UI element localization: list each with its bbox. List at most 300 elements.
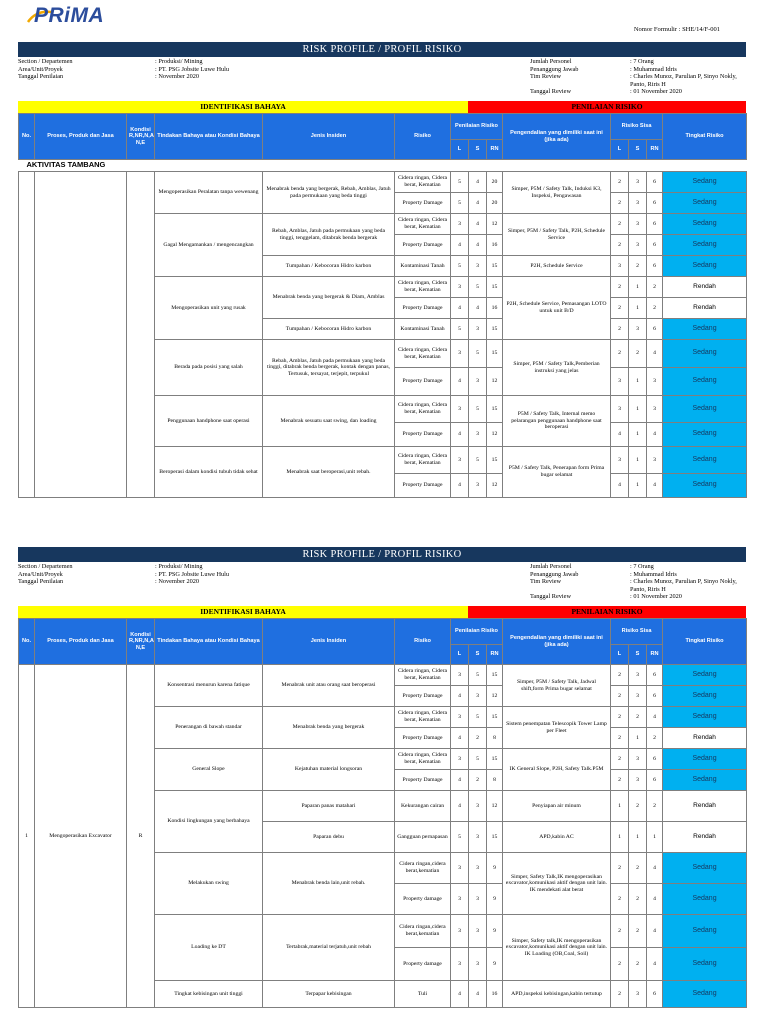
cell-l: 4 — [451, 686, 469, 707]
cell-tingkat-risiko: Sedang — [663, 853, 747, 884]
header-s: S — [629, 645, 647, 665]
cell-rn: 15 — [487, 707, 503, 728]
cell-tingkat-risiko: Sedang — [663, 884, 747, 915]
cell-rn-sisa: 4 — [647, 853, 663, 884]
cell-tindakan: Tingkat kebisingan unit tinggi — [155, 981, 263, 1008]
cell-risiko: Property Damage — [395, 728, 451, 749]
cell-tingkat-risiko: Sedang — [663, 193, 747, 214]
meta-value: : 01 November 2020 — [630, 593, 682, 601]
cell-s-sisa: 1 — [629, 822, 647, 853]
meta-label: Tim Review — [530, 73, 562, 81]
cell-tingkat-risiko: Sedang — [663, 707, 747, 728]
header-jenis-insiden: Jenis Insiden — [263, 114, 395, 160]
cell-rn: 15 — [487, 256, 503, 277]
header-tingkat-risiko: Tingkat Risiko — [663, 619, 747, 665]
cell-l: 3 — [451, 340, 469, 368]
section-bands — [18, 606, 746, 618]
cell-l: 4 — [451, 791, 469, 822]
cell-l: 5 — [451, 256, 469, 277]
cell-l: 3 — [451, 884, 469, 915]
cell-tingkat-risiko: Sedang — [663, 256, 747, 277]
cell-tindakan: Mengoperasikan Peralatan tanpa wewenang — [155, 172, 263, 214]
cell-risiko: Cidera ringan,cidera berat,kematian — [395, 915, 451, 948]
cell-rn: 9 — [487, 853, 503, 884]
cell-rn: 8 — [487, 770, 503, 791]
cell-tingkat-risiko: Sedang — [663, 423, 747, 447]
header-rn: RN — [647, 645, 663, 665]
cell-l-sisa: 3 — [611, 447, 629, 474]
header-proses: Proses, Produk dan Jasa — [35, 619, 127, 665]
cell-s: 4 — [469, 298, 487, 319]
meta-label: Section / Departemen — [18, 58, 73, 65]
cell-s-sisa: 3 — [629, 235, 647, 256]
cell-rn: 20 — [487, 193, 503, 214]
cell-risiko: Cidera ringan, Cidera berat, Kematian — [395, 214, 451, 235]
meta-label: Tanggal Penilaian — [18, 73, 64, 81]
meta-value: : November 2020 — [155, 578, 200, 586]
cell-s-sisa: 1 — [629, 277, 647, 298]
cell-risiko: Cidera ringan, Cidera berat, Kematian — [395, 396, 451, 423]
cell-tindakan: Gagal Mengamankan / mengencangkan — [155, 214, 263, 277]
cell-l: 5 — [451, 822, 469, 853]
cell-s-sisa: 3 — [629, 319, 647, 340]
cell-l-sisa: 2 — [611, 214, 629, 235]
cell-rn: 15 — [487, 319, 503, 340]
cell-jenis-insiden: Menabrak benda yang bergerak — [263, 707, 395, 749]
cell-tingkat-risiko: Sedang — [663, 368, 747, 396]
cell-rn-sisa: 4 — [647, 423, 663, 447]
cell-rn-sisa: 2 — [647, 728, 663, 749]
cell-l: 3 — [451, 277, 469, 298]
cell-rn-sisa: 6 — [647, 770, 663, 791]
cell-tindakan: Kondisi lingkungan yang berbahaya — [155, 791, 263, 853]
cell-rn: 9 — [487, 915, 503, 948]
meta-value: : 01 November 2020 — [630, 88, 682, 96]
cell-risiko: Property Damage — [395, 235, 451, 256]
cell-l: 3 — [451, 915, 469, 948]
table-row — [19, 665, 747, 686]
cell-s: 3 — [469, 915, 487, 948]
meta-label: Tim Review — [530, 578, 562, 586]
cell-proses — [35, 172, 127, 498]
cell-l: 3 — [451, 447, 469, 474]
cell-l-sisa: 2 — [611, 319, 629, 340]
cell-rn: 8 — [487, 728, 503, 749]
header-rn: RN — [647, 140, 663, 160]
cell-s-sisa: 2 — [629, 791, 647, 822]
cell-jenis-insiden: Menabrak benda lain,unit rebah. — [263, 853, 395, 915]
cell-jenis-insiden: Paparan debu — [263, 822, 395, 853]
section-label: AKTIVITAS TAMBANG — [19, 160, 747, 172]
cell-rn: 15 — [487, 340, 503, 368]
cell-s: 3 — [469, 423, 487, 447]
cell-l: 4 — [451, 728, 469, 749]
cell-rn: 12 — [487, 423, 503, 447]
cell-l-sisa: 2 — [611, 707, 629, 728]
cell-l-sisa: 4 — [611, 474, 629, 498]
cell-s: 3 — [469, 822, 487, 853]
header-l: L — [451, 645, 469, 665]
cell-tingkat-risiko: Sedang — [663, 686, 747, 707]
cell-pengendalian: Sistem penempatan Telescopik Tower Lamp per Fleet — [503, 707, 611, 749]
cell-l: 5 — [451, 172, 469, 193]
cell-no — [19, 172, 35, 498]
band-penilaian: PENILAIAN RISIKO — [468, 101, 746, 113]
cell-rn-sisa: 4 — [647, 474, 663, 498]
cell-s: 2 — [469, 728, 487, 749]
cell-s-sisa: 3 — [629, 749, 647, 770]
cell-risiko: Property Damage — [395, 368, 451, 396]
meta-label: Tanggal Review — [530, 593, 572, 601]
cell-s: 3 — [469, 884, 487, 915]
header-s: S — [469, 140, 487, 160]
header-kondisi: Kondisi R,NR,N,A N,E — [127, 114, 155, 160]
cell-l-sisa: 2 — [611, 686, 629, 707]
cell-l: 4 — [451, 474, 469, 498]
cell-s: 3 — [469, 256, 487, 277]
cell-s: 5 — [469, 447, 487, 474]
cell-risiko: Gangguan pernapasan — [395, 822, 451, 853]
form-number: Nomor Formulir : SHE/14/F-001 — [633, 26, 720, 33]
header-l: L — [611, 140, 629, 160]
band-penilaian: PENILAIAN RISIKO — [468, 606, 746, 618]
cell-s: 4 — [469, 235, 487, 256]
cell-rn: 16 — [487, 981, 503, 1008]
cell-s-sisa: 1 — [629, 447, 647, 474]
meta-label: Jumlah Personel — [530, 58, 572, 65]
cell-pengendalian: Simper, Safety talk,IK mengoperasikan excavator,komunikasi aktif dengan unit lain. IK Loading (OB,Coal, Soil) — [503, 915, 611, 981]
cell-kondisi — [127, 172, 155, 498]
cell-l-sisa: 1 — [611, 822, 629, 853]
cell-rn-sisa: 6 — [647, 981, 663, 1008]
cell-rn: 12 — [487, 368, 503, 396]
cell-rn-sisa: 6 — [647, 319, 663, 340]
meta-value: : PT. PSG Jobsite Luwe Hulu — [155, 570, 230, 578]
cell-tingkat-risiko: Sedang — [663, 665, 747, 686]
cell-l-sisa: 2 — [611, 172, 629, 193]
table-row — [19, 172, 747, 193]
cell-tingkat-risiko: Rendah — [663, 298, 747, 319]
cell-rn-sisa: 4 — [647, 884, 663, 915]
cell-tindakan: Loading ke DT — [155, 915, 263, 981]
meta-value: : Muhammad Idris — [630, 570, 677, 578]
cell-s-sisa: 2 — [629, 948, 647, 981]
meta-value: : Charles Munoz, Parulian P, Sinyo Nokly, Panto, Riris H — [630, 73, 737, 88]
cell-l-sisa: 2 — [611, 853, 629, 884]
cell-l: 5 — [451, 193, 469, 214]
meta-value: : Charles Munoz, Parulian P, Sinyo Nokly, Panto, Riris H — [630, 578, 737, 593]
cell-rn-sisa: 6 — [647, 214, 663, 235]
cell-pengendalian: APD,inspeksi kebisingan,kabin tertutup — [503, 981, 611, 1008]
cell-risiko: Tuli — [395, 981, 451, 1008]
header-tindakan: Tindakan Bahaya atau Kondisi Bahaya — [155, 114, 263, 160]
sheet-title: RISK PROFILE / PROFIL RISIKO — [18, 42, 746, 57]
cell-s: 2 — [469, 770, 487, 791]
cell-l: 4 — [451, 770, 469, 791]
cell-pengendalian: P2H, Schedule Service, Pemasangan LOTO untuk unit B/D — [503, 277, 611, 340]
cell-l: 4 — [451, 235, 469, 256]
cell-rn-sisa: 4 — [647, 340, 663, 368]
cell-tingkat-risiko: Sedang — [663, 915, 747, 948]
cell-tingkat-risiko: Sedang — [663, 340, 747, 368]
cell-rn-sisa: 2 — [647, 277, 663, 298]
cell-l: 3 — [451, 665, 469, 686]
cell-rn: 16 — [487, 298, 503, 319]
cell-risiko: Cidera ringan, Cidera berat, Kematian — [395, 277, 451, 298]
cell-s: 3 — [469, 791, 487, 822]
header-s: S — [629, 140, 647, 160]
cell-tingkat-risiko: Sedang — [663, 981, 747, 1008]
cell-rn: 12 — [487, 791, 503, 822]
cell-pengendalian: Simper, P5M / Safety Talk, Jadwal shift,form Prima bugar selamat — [503, 665, 611, 707]
cell-jenis-insiden: Menabrak benda yang bergerak & Diam, Amblas — [263, 277, 395, 319]
cell-risiko: Property Damage — [395, 770, 451, 791]
cell-s: 5 — [469, 665, 487, 686]
cell-s: 5 — [469, 340, 487, 368]
cell-tingkat-risiko: Sedang — [663, 948, 747, 981]
cell-s: 5 — [469, 707, 487, 728]
cell-l: 5 — [451, 319, 469, 340]
cell-risiko: Property damage — [395, 884, 451, 915]
cell-l-sisa: 2 — [611, 298, 629, 319]
cell-l-sisa: 3 — [611, 368, 629, 396]
risk-table — [18, 618, 747, 1008]
cell-rn-sisa: 6 — [647, 235, 663, 256]
cell-pengendalian: Simper, Safety Talk,IK mengoperasikan excavator,komunikasi aktif dengan unit lain. IK mendekati alat berat — [503, 853, 611, 915]
cell-s: 3 — [469, 948, 487, 981]
cell-risiko: Cidera ringan, Cidera berat, Kematian — [395, 172, 451, 193]
cell-s: 3 — [469, 368, 487, 396]
meta-label: Area/Unit/Proyek — [18, 65, 63, 73]
cell-tindakan: Berada pada posisi yang salah — [155, 340, 263, 396]
cell-l: 3 — [451, 749, 469, 770]
header-jenis-insiden: Jenis Insiden — [263, 619, 395, 665]
cell-risiko: Cidera ringan, Cidera berat, Kematian — [395, 665, 451, 686]
cell-tingkat-risiko: Sedang — [663, 770, 747, 791]
cell-jenis-insiden: Rebah, Amblas, Jatuh pada permukaan yang beda tinggi, ditabrak benda bergerak, kontak dengan panas, Tertusuk, tersayat, terjepit, terpukul — [263, 340, 395, 396]
sheet-title: RISK PROFILE / PROFIL RISIKO — [18, 547, 746, 562]
cell-l-sisa: 2 — [611, 193, 629, 214]
cell-rn: 15 — [487, 277, 503, 298]
cell-risiko: Property damage — [395, 948, 451, 981]
cell-s-sisa: 3 — [629, 770, 647, 791]
meta-label: Penanggung Jawab — [530, 570, 579, 578]
meta-value: : 7 Orang — [630, 563, 654, 570]
header-no: No. — [19, 114, 35, 160]
cell-jenis-insiden: Menabrak sesuatu saat swing, dan loading — [263, 396, 395, 447]
header-risiko-sisa: Risiko Sisa — [611, 114, 663, 140]
cell-tingkat-risiko: Rendah — [663, 791, 747, 822]
cell-tingkat-risiko: Sedang — [663, 749, 747, 770]
cell-rn-sisa: 3 — [647, 368, 663, 396]
header-rn: RN — [487, 140, 503, 160]
cell-s-sisa: 1 — [629, 474, 647, 498]
cell-s: 4 — [469, 172, 487, 193]
cell-s-sisa: 2 — [629, 853, 647, 884]
cell-risiko: Property Damage — [395, 193, 451, 214]
cell-l-sisa: 2 — [611, 235, 629, 256]
cell-rn: 20 — [487, 172, 503, 193]
cell-risiko: Property Damage — [395, 474, 451, 498]
cell-no: 1 — [19, 665, 35, 1008]
header-risiko: Risiko — [395, 619, 451, 665]
cell-rn-sisa: 6 — [647, 665, 663, 686]
cell-jenis-insiden: Menabrak benda yang bergerak, Rebah, Amblas, Jatuh pada permukaan yang beda tinggi — [263, 172, 395, 214]
cell-l: 4 — [451, 368, 469, 396]
header-l: L — [611, 645, 629, 665]
cell-risiko: Cidera ringan, Cidera berat, Kematian — [395, 707, 451, 728]
cell-rn-sisa: 6 — [647, 172, 663, 193]
cell-s: 5 — [469, 277, 487, 298]
cell-l-sisa: 2 — [611, 884, 629, 915]
cell-l: 3 — [451, 396, 469, 423]
cell-s-sisa: 3 — [629, 214, 647, 235]
cell-s-sisa: 2 — [629, 915, 647, 948]
cell-s-sisa: 1 — [629, 368, 647, 396]
header-penilaian: Penilaian Risiko — [451, 114, 503, 140]
cell-l-sisa: 2 — [611, 728, 629, 749]
meta-value: : November 2020 — [155, 73, 200, 81]
cell-rn: 12 — [487, 474, 503, 498]
cell-rn-sisa: 2 — [647, 791, 663, 822]
cell-s: 4 — [469, 981, 487, 1008]
cell-pengendalian: Simper, P5M / Safety Talk,Pemberian instruksi yang jelas — [503, 340, 611, 396]
cell-risiko: Kekurangan cairan — [395, 791, 451, 822]
meta-label: Penanggung Jawab — [530, 65, 579, 73]
cell-s-sisa: 3 — [629, 665, 647, 686]
cell-proses: Mengoperasikan Excavator — [35, 665, 127, 1008]
cell-risiko: Property Damage — [395, 298, 451, 319]
cell-l-sisa: 3 — [611, 256, 629, 277]
cell-s-sisa: 3 — [629, 193, 647, 214]
cell-s: 4 — [469, 193, 487, 214]
header-tingkat-risiko: Tingkat Risiko — [663, 114, 747, 160]
cell-risiko: Property Damage — [395, 686, 451, 707]
cell-rn: 15 — [487, 396, 503, 423]
risk-profile-sheet-2 — [18, 547, 746, 1008]
cell-l-sisa: 2 — [611, 915, 629, 948]
cell-rn: 12 — [487, 686, 503, 707]
header-risiko-sisa: Risiko Sisa — [611, 619, 663, 645]
cell-rn-sisa: 2 — [647, 298, 663, 319]
cell-s-sisa: 1 — [629, 298, 647, 319]
cell-pengendalian: Simper, P5M / Safety Talk, Induksi K3, Inspeksi, Pengawasan — [503, 172, 611, 214]
cell-s-sisa: 3 — [629, 172, 647, 193]
header-rn: RN — [487, 645, 503, 665]
cell-l-sisa: 2 — [611, 981, 629, 1008]
cell-risiko: Cidera ringan,cidera berat,kematian — [395, 853, 451, 884]
cell-l: 4 — [451, 423, 469, 447]
meta-value: : Produksi/ Mining — [155, 563, 203, 570]
cell-jenis-insiden: Menabrak unit atau orang saat beroperasi — [263, 665, 395, 707]
cell-tingkat-risiko: Sedang — [663, 235, 747, 256]
cell-l-sisa: 2 — [611, 948, 629, 981]
cell-s: 3 — [469, 319, 487, 340]
cell-s: 5 — [469, 396, 487, 423]
meta-label: Tanggal Review — [530, 88, 572, 96]
cell-tingkat-risiko: Sedang — [663, 474, 747, 498]
cell-s-sisa: 1 — [629, 728, 647, 749]
cell-risiko: Cidera ringan, Cidera berat, Kematian — [395, 447, 451, 474]
meta-label: Tanggal Penilaian — [18, 578, 64, 586]
header-no: No. — [19, 619, 35, 665]
cell-tindakan: Mengoperasikan unit yang rusak — [155, 277, 263, 340]
cell-pengendalian: IK General Slope, P2H, Safety Talk.P5M — [503, 749, 611, 791]
cell-rn: 15 — [487, 665, 503, 686]
company-logo — [26, 4, 106, 28]
cell-l: 3 — [451, 853, 469, 884]
cell-s: 3 — [469, 853, 487, 884]
cell-pengendalian: P5M / Safety Talk, Internal memo pelarangan penggunaan handphone saat beroperasi — [503, 396, 611, 447]
header-risiko: Risiko — [395, 114, 451, 160]
cell-l: 3 — [451, 948, 469, 981]
cell-tingkat-risiko: Sedang — [663, 172, 747, 193]
cell-l-sisa: 3 — [611, 396, 629, 423]
cell-rn: 16 — [487, 235, 503, 256]
cell-tingkat-risiko: Sedang — [663, 214, 747, 235]
cell-jenis-insiden: Kejatuhan material longsoran — [263, 749, 395, 791]
cell-rn-sisa: 6 — [647, 686, 663, 707]
meta-label: Section / Departemen — [18, 563, 73, 570]
header-proses: Proses, Produk dan Jasa — [35, 114, 127, 160]
cell-s: 3 — [469, 686, 487, 707]
cell-tindakan: Melakukan swing — [155, 853, 263, 915]
sheet-meta — [18, 562, 746, 606]
cell-tindakan: Penerangan di bawah standar — [155, 707, 263, 749]
cell-jenis-insiden: Paparan panas matahari — [263, 791, 395, 822]
band-identifikasi: IDENTIFIKASI BAHAYA — [18, 606, 468, 618]
cell-pengendalian: Simper, P5M / Safety Talk, P2H, Schedule Service — [503, 214, 611, 256]
cell-s: 4 — [469, 214, 487, 235]
header-s: S — [469, 645, 487, 665]
header-penilaian: Penilaian Risiko — [451, 619, 503, 645]
cell-risiko: Kontaminasi Tanah — [395, 256, 451, 277]
cell-rn-sisa: 4 — [647, 948, 663, 981]
cell-l-sisa: 2 — [611, 665, 629, 686]
cell-rn-sisa: 3 — [647, 396, 663, 423]
meta-label: Area/Unit/Proyek — [18, 570, 63, 578]
cell-l-sisa: 2 — [611, 749, 629, 770]
cell-l-sisa: 4 — [611, 423, 629, 447]
cell-pengendalian: P2H, Schedule Service — [503, 256, 611, 277]
cell-l-sisa: 1 — [611, 791, 629, 822]
cell-s-sisa: 2 — [629, 707, 647, 728]
cell-l: 3 — [451, 707, 469, 728]
header-tindakan: Tindakan Bahaya atau Kondisi Bahaya — [155, 619, 263, 665]
cell-jenis-insiden: Terpapar kebisingan — [263, 981, 395, 1008]
cell-tingkat-risiko: Rendah — [663, 277, 747, 298]
cell-tingkat-risiko: Rendah — [663, 728, 747, 749]
cell-rn: 15 — [487, 749, 503, 770]
cell-tingkat-risiko: Sedang — [663, 319, 747, 340]
cell-jenis-insiden: Tumpahan / Kebocoran Hidro karbon — [263, 319, 395, 340]
cell-rn: 12 — [487, 214, 503, 235]
risk-profile-sheet-1 — [18, 42, 746, 498]
meta-value: : PT. PSG Jobsite Luwe Hulu — [155, 65, 230, 73]
cell-rn-sisa: 3 — [647, 447, 663, 474]
cell-s-sisa: 3 — [629, 686, 647, 707]
cell-tindakan: Penggunaan handphone saat operasi — [155, 396, 263, 447]
cell-rn-sisa: 6 — [647, 749, 663, 770]
cell-tindakan: Beroperasi dalam kondisi tubuh tidak sehat — [155, 447, 263, 498]
cell-tingkat-risiko: Sedang — [663, 396, 747, 423]
cell-s-sisa: 2 — [629, 340, 647, 368]
cell-rn: 9 — [487, 884, 503, 915]
cell-l-sisa: 2 — [611, 277, 629, 298]
cell-jenis-insiden: Tumpahan / Kebocoran Hidro karbon — [263, 256, 395, 277]
cell-risiko: Kontaminasi Tanah — [395, 319, 451, 340]
cell-rn: 15 — [487, 447, 503, 474]
